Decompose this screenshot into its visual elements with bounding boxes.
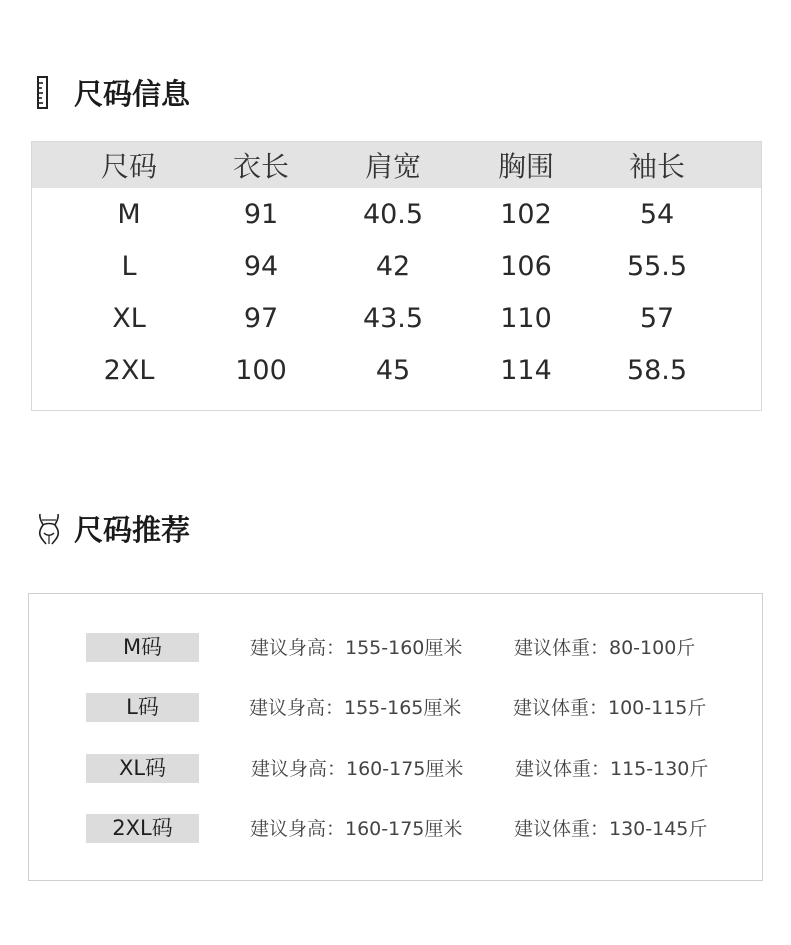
table-row	[32, 344, 761, 396]
size-tag: M码	[86, 633, 199, 662]
cell-sleeve: 54	[639, 198, 675, 230]
weight-recommend: 建议体重：115-130斤	[515, 758, 709, 780]
cell-sleeve: 55.5	[626, 250, 688, 282]
cell-sleeve: 57	[639, 302, 675, 334]
ruler-icon	[34, 75, 64, 111]
height-recommend: 建议身高：160-175厘米	[250, 818, 463, 840]
cell-chest: 106	[500, 250, 552, 282]
header-shoulder: 肩宽	[364, 150, 421, 183]
cell-chest: 110	[500, 302, 552, 334]
table-row	[32, 188, 761, 240]
size-tag: XL码	[86, 754, 199, 783]
header-chest: 胸围	[497, 150, 554, 183]
size-info-title	[34, 72, 190, 113]
cell-size: 2XL	[103, 354, 155, 386]
cell-length: 91	[243, 198, 279, 230]
header-length: 衣长	[232, 150, 289, 183]
cell-size: M	[117, 198, 141, 230]
size-table	[31, 141, 762, 411]
size-recommend-title-text: 尺码推荐	[74, 513, 191, 547]
table-header-row	[32, 142, 761, 188]
weight-recommend: 建议体重：130-145斤	[514, 818, 708, 840]
list-item	[29, 814, 762, 844]
cell-shoulder: 43.5	[362, 302, 424, 334]
table-row	[32, 240, 761, 292]
table-row	[32, 292, 761, 344]
weight-recommend: 建议体重：80-100斤	[514, 637, 696, 659]
cell-chest: 102	[500, 198, 552, 230]
list-item	[29, 633, 762, 663]
cell-shoulder: 42	[375, 250, 411, 282]
cell-shoulder: 45	[375, 354, 411, 386]
cell-length: 94	[243, 250, 279, 282]
cell-size: L	[121, 250, 137, 282]
height-recommend: 建议身高：155-165厘米	[249, 697, 462, 719]
cell-size: XL	[112, 302, 146, 334]
recommend-box	[28, 593, 763, 881]
cell-length: 97	[243, 302, 279, 334]
size-tag: 2XL码	[86, 814, 199, 843]
list-item	[29, 693, 762, 723]
body-silhouette-icon	[34, 511, 64, 547]
height-recommend: 建议身高：160-175厘米	[251, 758, 464, 780]
size-tag: L码	[86, 693, 199, 722]
weight-recommend: 建议体重：100-115斤	[513, 697, 707, 719]
cell-shoulder: 40.5	[362, 198, 424, 230]
cell-sleeve: 58.5	[626, 354, 688, 386]
size-info-title-text: 尺码信息	[74, 77, 191, 111]
height-recommend: 建议身高：155-160厘米	[250, 637, 463, 659]
list-item	[29, 754, 762, 784]
header-sleeve: 袖长	[628, 150, 685, 183]
cell-chest: 114	[500, 354, 552, 386]
size-recommend-title	[34, 508, 190, 549]
cell-length: 100	[235, 354, 287, 386]
header-size: 尺码	[100, 150, 157, 183]
